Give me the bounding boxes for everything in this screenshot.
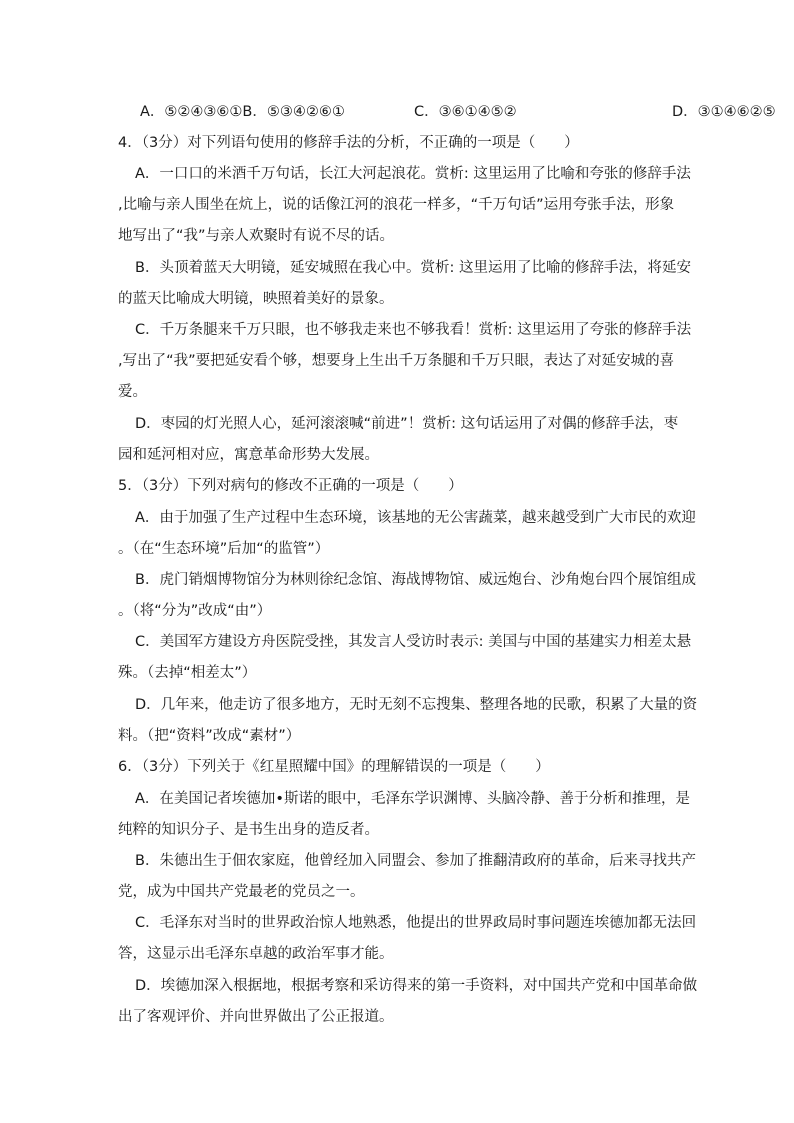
q5-option-c-line1: C．美国军方建设方舟医院受挫，其发言人受访时表示: 美国与中国的基建实力相差太悬 — [135, 634, 692, 650]
q6-option-c-line1: C．毛泽东对当时的世界政治惊人地熟悉，他提出的世界政局时事问题连埃德加都无法回 — [135, 915, 697, 931]
q4-title: 4．（3分）对下列语句使用的修辞手法的分析，不正确的一项是（ ） — [118, 135, 579, 151]
q5-option-d-line1: D．几年来，他走访了很多地方，无时无刻不忘搜集、整理各地的民歌，积累了大量的资 — [135, 697, 698, 713]
q3-options-row — [0, 102, 794, 124]
q6-option-c-line2: 答，这显示出毛泽东卓越的政治军事才能。 — [118, 946, 394, 962]
q4-option-c-line1: C．千万条腿来千万只眼，也不够我走来也不够我看！赏析: 这里运用了夸张的修辞手法 — [135, 322, 692, 338]
q4-option-d-line1: D．枣园的灯光照人心，延河滚滚喊“前进”！赏析: 这句话运用了对偶的修辞手法，枣 — [135, 416, 679, 432]
q5-option-b-line2: 。（将“分为”改成“由”） — [118, 603, 272, 619]
q4-option-a-line2: ,比喻与亲人围坐在炕上，说的话像江河的浪花一样多，“千万句话”运用夸张手法，形象 — [118, 197, 675, 213]
q6-option-a-line1: A．在美国记者埃德加•斯诺的眼中，毛泽东学识渊博、头脑冷静、善于分析和推理，是 — [135, 791, 690, 807]
q3-option-c: C．③⑥①④⑤② — [414, 104, 517, 120]
q4-option-a-line3: 地写出了“我”与亲人欢聚时有说不尽的话。 — [118, 228, 395, 244]
q3-option-d: D．③①④⑥②⑤ — [672, 104, 776, 120]
q6-option-b-line1: B．朱德出生于佃农家庭，他曾经加入同盟会、参加了推翻清政府的革命，后来寻找共产 — [135, 853, 696, 869]
q5-option-a-line1: A．由于加强了生产过程中生态环境，该基地的无公害蔬菜，越来越受到广大市民的欢迎 — [135, 510, 696, 526]
q6-option-d-line2: 出了客观评价、并向世界做出了公正报道。 — [118, 1009, 394, 1025]
q4-option-c-line3: 爱。 — [118, 384, 147, 400]
q5-title: 5．（3分）下列对病句的修改不正确的一项是（ ） — [118, 478, 463, 494]
q4-option-d-line2: 园和延河相对应，寓意革命形势大发展。 — [118, 447, 379, 463]
q4-option-c-line2: ,写出了“我”要把延安看个够，想要身上生出千万条腿和千万只眼，表达了对延安城的喜 — [118, 353, 675, 369]
q5-option-c-line2: 殊。（去掉“相差太”） — [118, 665, 257, 681]
q6-title: 6．（3分）下列关于《红星照耀中国》的理解错误的一项是（ ） — [118, 759, 550, 775]
q6-option-b-line2: 党，成为中国共产党最老的党员之一。 — [118, 884, 365, 900]
q4-option-b-line1: B．头顶着蓝天大明镜，延安城照在我心中。赏析: 这里运用了比喻的修辞手法，将延安 — [135, 260, 691, 276]
q4-option-a-line1: A．一口口的米酒千万句话，长江大河起浪花。赏析: 这里运用了比喻和夸张的修辞手法 — [135, 166, 691, 182]
q6-option-a-line2: 纯粹的知识分子、是书生出身的造反者。 — [118, 822, 379, 838]
q4-option-b-line2: 的蓝天比喻成大明镜，映照着美好的景象。 — [118, 291, 394, 307]
q5-option-a-line2: 。（在“生态环境”后加“的监管”） — [118, 541, 330, 557]
q3-option-a-b: A．⑤②④③⑥①B．⑤③④②⑥① — [140, 104, 345, 120]
q5-option-d-line2: 料。（把“资料”改成“素材”） — [118, 728, 301, 744]
q6-option-d-line1: D．埃德加深入根据地，根据考察和采访得来的第一手资料，对中国共产党和中国革命做 — [135, 978, 698, 994]
q5-option-b-line1: B．虎门销烟博物馆分为林则徐纪念馆、海战博物馆、威远炮台、沙角炮台四个展馆组成 — [135, 572, 696, 588]
